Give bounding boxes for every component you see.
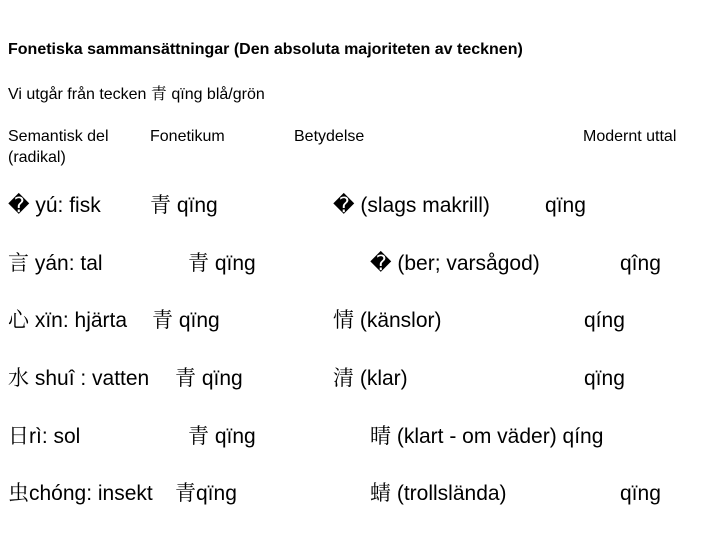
header-phonetic: Fonetikum — [150, 128, 225, 145]
row-1-radical: � yú: fisk — [8, 194, 101, 217]
row-5-phonetic: 青 qïng — [188, 425, 256, 448]
row-6-meaning: 蜻 (trollslända) — [370, 482, 507, 505]
row-4-meaning: 清 (klar) — [333, 367, 408, 390]
row-4-pronunciation: qïng — [584, 367, 625, 390]
header-radical-sub: (radikal) — [8, 149, 66, 166]
row-5-meaning: 晴 (klart - om väder) qíng — [370, 425, 604, 448]
row-3-meaning: 情 (känslor) — [333, 309, 442, 332]
row-2-radical: 言 yán: tal — [8, 252, 103, 275]
page-title: Fonetiska sammansättningar (Den absoluta majoriteten av tecknen) — [8, 41, 523, 58]
row-6-phonetic: 青qïng — [175, 482, 237, 505]
row-1-meaning: � (slags makrill) — [333, 194, 490, 217]
row-2-pronunciation: qîng — [620, 252, 661, 275]
intro-line: Vi utgår från tecken 青 qïng blå/grön — [8, 86, 265, 103]
row-2-phonetic: 青 qïng — [188, 252, 256, 275]
header-meaning: Betydelse — [294, 128, 365, 145]
row-2-meaning: � (ber; varsågod) — [370, 252, 540, 275]
row-3-radical: 心 xïn: hjärta — [8, 309, 128, 332]
row-3-pronunciation: qíng — [584, 309, 625, 332]
header-radical: Semantisk del — [8, 128, 109, 145]
row-1-phonetic: 青 qïng — [150, 194, 218, 217]
row-1-pronunciation: qïng — [545, 194, 586, 217]
row-4-radical: 水 shuî : vatten — [8, 367, 150, 390]
header-pronunciation: Modernt uttal — [583, 128, 677, 145]
row-5-radical: 日rì: sol — [8, 425, 81, 448]
row-4-phonetic: 青 qïng — [175, 367, 243, 390]
row-6-pronunciation: qïng — [620, 482, 661, 505]
row-3-phonetic: 青 qïng — [152, 309, 220, 332]
row-6-radical: 虫chóng: insekt — [8, 482, 153, 505]
